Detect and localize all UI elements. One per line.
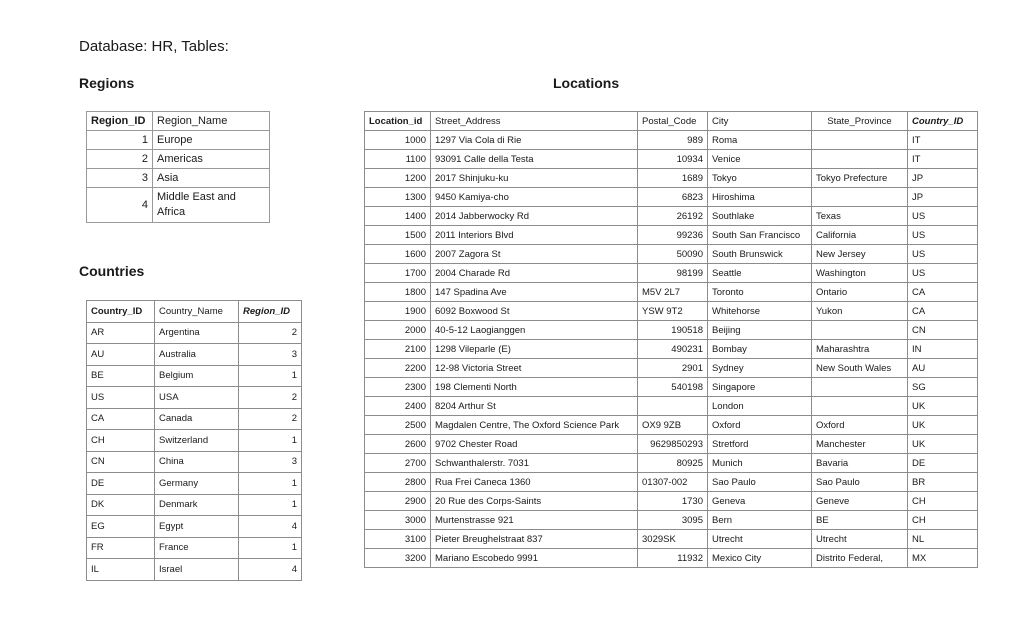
postal-code-cell: 1730: [638, 492, 708, 511]
header-location-id: Location_id: [365, 112, 431, 131]
countries-table: [86, 300, 302, 581]
region-name-cell: Asia: [153, 169, 270, 188]
header-city: City: [708, 112, 812, 131]
country-id-cell: US: [87, 387, 155, 409]
country-id-cell: CA: [87, 408, 155, 430]
table-row: [365, 435, 978, 454]
table-row: [365, 454, 978, 473]
state-province-cell: California: [812, 226, 908, 245]
country-id-cell: US: [908, 245, 978, 264]
table-row: [365, 131, 978, 150]
location-id-cell: 2700: [365, 454, 431, 473]
location-id-cell: 2500: [365, 416, 431, 435]
postal-code-cell: 9629850293: [638, 435, 708, 454]
city-cell: Seattle: [708, 264, 812, 283]
country-id-cell: DK: [87, 494, 155, 516]
page-title: Database: HR, Tables:: [79, 38, 229, 55]
state-province-cell: Texas: [812, 207, 908, 226]
state-province-cell: Geneve: [812, 492, 908, 511]
street-address-cell: 198 Clementi North: [431, 378, 638, 397]
table-row: [365, 511, 978, 530]
city-cell: Bombay: [708, 340, 812, 359]
region-name-cell: Americas: [153, 150, 270, 169]
street-address-cell: 40-5-12 Laogianggen: [431, 321, 638, 340]
postal-code-cell: 50090: [638, 245, 708, 264]
table-header-row: [365, 112, 978, 131]
location-id-cell: 1300: [365, 188, 431, 207]
postal-code-cell: 6823: [638, 188, 708, 207]
postal-code-cell: OX9 9ZB: [638, 416, 708, 435]
country-id-cell: CH: [908, 492, 978, 511]
street-address-cell: 9450 Kamiya-cho: [431, 188, 638, 207]
country-id-cell: DE: [87, 473, 155, 495]
location-id-cell: 1400: [365, 207, 431, 226]
table-row: [365, 283, 978, 302]
table-row: [365, 359, 978, 378]
city-cell: Bern: [708, 511, 812, 530]
countries-heading: Countries: [79, 263, 145, 279]
table-row: [87, 494, 302, 516]
postal-code-cell: M5V 2L7: [638, 283, 708, 302]
country-id-cell: AU: [908, 359, 978, 378]
header-postal-code: Postal_Code: [638, 112, 708, 131]
city-cell: Tokyo: [708, 169, 812, 188]
region-id-cell: 1: [239, 365, 302, 387]
state-province-cell: [812, 321, 908, 340]
street-address-cell: 9702 Chester Road: [431, 435, 638, 454]
table-row: [365, 188, 978, 207]
location-id-cell: 2100: [365, 340, 431, 359]
region-id-cell: 3: [87, 169, 153, 188]
location-id-cell: 3200: [365, 549, 431, 568]
postal-code-cell: YSW 9T2: [638, 302, 708, 321]
state-province-cell: [812, 397, 908, 416]
country-name-cell: Egypt: [155, 516, 239, 538]
location-id-cell: 1600: [365, 245, 431, 264]
street-address-cell: 2017 Shinjuku-ku: [431, 169, 638, 188]
country-id-cell: SG: [908, 378, 978, 397]
table-row: [87, 559, 302, 581]
country-id-cell: IN: [908, 340, 978, 359]
country-id-cell: US: [908, 207, 978, 226]
header-country-id: Country_ID: [87, 301, 155, 323]
country-id-cell: CN: [908, 321, 978, 340]
region-id-cell: 1: [239, 430, 302, 452]
state-province-cell: Manchester: [812, 435, 908, 454]
street-address-cell: 2004 Charade Rd: [431, 264, 638, 283]
street-address-cell: 93091 Calle della Testa: [431, 150, 638, 169]
postal-code-cell: 2901: [638, 359, 708, 378]
region-id-cell: 1: [239, 494, 302, 516]
location-id-cell: 3100: [365, 530, 431, 549]
table-row: [365, 492, 978, 511]
table-row: [87, 169, 270, 188]
country-id-cell: IT: [908, 131, 978, 150]
city-cell: Whitehorse: [708, 302, 812, 321]
table-row: [87, 430, 302, 452]
table-row: [365, 169, 978, 188]
street-address-cell: 2007 Zagora St: [431, 245, 638, 264]
region-id-cell: 3: [239, 451, 302, 473]
table-row: [365, 416, 978, 435]
state-province-cell: [812, 150, 908, 169]
state-province-cell: Bavaria: [812, 454, 908, 473]
location-id-cell: 1700: [365, 264, 431, 283]
city-cell: Stretford: [708, 435, 812, 454]
country-name-cell: Australia: [155, 344, 239, 366]
location-id-cell: 1000: [365, 131, 431, 150]
table-row: [365, 473, 978, 492]
country-name-cell: Canada: [155, 408, 239, 430]
location-id-cell: 2800: [365, 473, 431, 492]
region-id-cell: 1: [87, 131, 153, 150]
country-name-cell: Belgium: [155, 365, 239, 387]
table-row: [365, 150, 978, 169]
region-id-cell: 2: [239, 408, 302, 430]
country-id-cell: US: [908, 264, 978, 283]
city-cell: Oxford: [708, 416, 812, 435]
table-row: [87, 537, 302, 559]
region-id-cell: 4: [239, 516, 302, 538]
state-province-cell: Maharashtra: [812, 340, 908, 359]
country-id-cell: DE: [908, 454, 978, 473]
regions-table: [86, 111, 270, 223]
state-province-cell: Utrecht: [812, 530, 908, 549]
region-id-cell: 4: [87, 188, 153, 223]
city-cell: Southlake: [708, 207, 812, 226]
city-cell: South San Francisco: [708, 226, 812, 245]
street-address-cell: Rua Frei Caneca 1360: [431, 473, 638, 492]
postal-code-cell: 80925: [638, 454, 708, 473]
table-row: [365, 226, 978, 245]
region-id-cell: 2: [239, 387, 302, 409]
table-row: [365, 302, 978, 321]
table-row: [365, 207, 978, 226]
country-id-cell: JP: [908, 169, 978, 188]
country-id-cell: IL: [87, 559, 155, 581]
table-row: [365, 378, 978, 397]
city-cell: Geneva: [708, 492, 812, 511]
country-id-cell: MX: [908, 549, 978, 568]
street-address-cell: Magdalen Centre, The Oxford Science Park: [431, 416, 638, 435]
header-region-id: Region_ID: [87, 112, 153, 131]
location-id-cell: 2400: [365, 397, 431, 416]
state-province-cell: Oxford: [812, 416, 908, 435]
city-cell: Venice: [708, 150, 812, 169]
city-cell: Roma: [708, 131, 812, 150]
table-row: [87, 188, 270, 223]
country-name-cell: China: [155, 451, 239, 473]
header-country-id: Country_ID: [908, 112, 978, 131]
country-name-cell: Israel: [155, 559, 239, 581]
region-id-cell: 4: [239, 559, 302, 581]
country-id-cell: IT: [908, 150, 978, 169]
postal-code-cell: 10934: [638, 150, 708, 169]
table-row: [365, 549, 978, 568]
country-id-cell: BR: [908, 473, 978, 492]
table-row: [87, 131, 270, 150]
street-address-cell: 1297 Via Cola di Rie: [431, 131, 638, 150]
street-address-cell: 147 Spadina Ave: [431, 283, 638, 302]
state-province-cell: Tokyo Prefecture: [812, 169, 908, 188]
location-id-cell: 2000: [365, 321, 431, 340]
street-address-cell: Pieter Breughelstraat 837: [431, 530, 638, 549]
postal-code-cell: 3029SK: [638, 530, 708, 549]
country-id-cell: JP: [908, 188, 978, 207]
locations-table: [364, 111, 978, 568]
table-header-row: [87, 112, 270, 131]
location-id-cell: 1500: [365, 226, 431, 245]
location-id-cell: 1800: [365, 283, 431, 302]
country-name-cell: Switzerland: [155, 430, 239, 452]
table-row: [87, 344, 302, 366]
street-address-cell: 12-98 Victoria Street: [431, 359, 638, 378]
city-cell: Sydney: [708, 359, 812, 378]
postal-code-cell: 26192: [638, 207, 708, 226]
country-id-cell: CH: [908, 511, 978, 530]
country-id-cell: AR: [87, 322, 155, 344]
table-row: [87, 473, 302, 495]
table-row: [87, 150, 270, 169]
country-name-cell: USA: [155, 387, 239, 409]
city-cell: Hiroshima: [708, 188, 812, 207]
header-region-name: Region_Name: [153, 112, 270, 131]
region-id-cell: 2: [87, 150, 153, 169]
country-name-cell: France: [155, 537, 239, 559]
state-province-cell: [812, 378, 908, 397]
state-province-cell: New Jersey: [812, 245, 908, 264]
country-id-cell: EG: [87, 516, 155, 538]
country-id-cell: FR: [87, 537, 155, 559]
postal-code-cell: 01307-002: [638, 473, 708, 492]
location-id-cell: 2600: [365, 435, 431, 454]
state-province-cell: [812, 188, 908, 207]
header-state-province: State_Province: [812, 112, 908, 131]
postal-code-cell: 11932: [638, 549, 708, 568]
city-cell: London: [708, 397, 812, 416]
state-province-cell: Yukon: [812, 302, 908, 321]
table-row: [365, 245, 978, 264]
postal-code-cell: 1689: [638, 169, 708, 188]
city-cell: Sao Paulo: [708, 473, 812, 492]
street-address-cell: Schwanthalerstr. 7031: [431, 454, 638, 473]
region-id-cell: 3: [239, 344, 302, 366]
table-row: [365, 340, 978, 359]
location-id-cell: 2200: [365, 359, 431, 378]
country-id-cell: NL: [908, 530, 978, 549]
table-row: [87, 365, 302, 387]
locations-heading: Locations: [553, 75, 620, 91]
state-province-cell: Sao Paulo: [812, 473, 908, 492]
street-address-cell: 1298 Vileparle (E): [431, 340, 638, 359]
table-row: [87, 451, 302, 473]
location-id-cell: 1200: [365, 169, 431, 188]
location-id-cell: 2900: [365, 492, 431, 511]
street-address-cell: 6092 Boxwood St: [431, 302, 638, 321]
state-province-cell: Washington: [812, 264, 908, 283]
table-row: [87, 322, 302, 344]
postal-code-cell: 490231: [638, 340, 708, 359]
postal-code-cell: 540198: [638, 378, 708, 397]
table-row: [87, 516, 302, 538]
postal-code-cell: 3095: [638, 511, 708, 530]
table-row: [365, 530, 978, 549]
table-header-row: [87, 301, 302, 323]
state-province-cell: New South Wales: [812, 359, 908, 378]
state-province-cell: BE: [812, 511, 908, 530]
city-cell: Beijing: [708, 321, 812, 340]
country-id-cell: BE: [87, 365, 155, 387]
city-cell: South Brunswick: [708, 245, 812, 264]
region-id-cell: 1: [239, 473, 302, 495]
country-id-cell: CH: [87, 430, 155, 452]
location-id-cell: 1900: [365, 302, 431, 321]
city-cell: Toronto: [708, 283, 812, 302]
city-cell: Utrecht: [708, 530, 812, 549]
header-street-address: Street_Address: [431, 112, 638, 131]
header-country-name: Country_Name: [155, 301, 239, 323]
table-row: [365, 321, 978, 340]
header-region-id: Region_ID: [239, 301, 302, 323]
country-name-cell: Argentina: [155, 322, 239, 344]
regions-heading: Regions: [79, 75, 135, 91]
table-row: [365, 264, 978, 283]
region-name-cell: Europe: [153, 131, 270, 150]
country-id-cell: US: [908, 226, 978, 245]
street-address-cell: 8204 Arthur St: [431, 397, 638, 416]
city-cell: Mexico City: [708, 549, 812, 568]
table-row: [365, 397, 978, 416]
location-id-cell: 3000: [365, 511, 431, 530]
region-id-cell: 2: [239, 322, 302, 344]
location-id-cell: 1100: [365, 150, 431, 169]
region-id-cell: 1: [239, 537, 302, 559]
location-id-cell: 2300: [365, 378, 431, 397]
country-id-cell: UK: [908, 435, 978, 454]
street-address-cell: Murtenstrasse 921: [431, 511, 638, 530]
postal-code-cell: 99236: [638, 226, 708, 245]
table-row: [87, 387, 302, 409]
postal-code-cell: 989: [638, 131, 708, 150]
city-cell: Singapore: [708, 378, 812, 397]
street-address-cell: 2011 Interiors Blvd: [431, 226, 638, 245]
street-address-cell: Mariano Escobedo 9991: [431, 549, 638, 568]
postal-code-cell: 190518: [638, 321, 708, 340]
country-id-cell: CA: [908, 283, 978, 302]
postal-code-cell: 98199: [638, 264, 708, 283]
country-id-cell: UK: [908, 416, 978, 435]
region-name-cell: Middle East and Africa: [153, 188, 270, 223]
table-row: [87, 408, 302, 430]
state-province-cell: [812, 131, 908, 150]
state-province-cell: Ontario: [812, 283, 908, 302]
postal-code-cell: [638, 397, 708, 416]
country-id-cell: CA: [908, 302, 978, 321]
state-province-cell: Distrito Federal,: [812, 549, 908, 568]
country-id-cell: AU: [87, 344, 155, 366]
city-cell: Munich: [708, 454, 812, 473]
country-name-cell: Denmark: [155, 494, 239, 516]
street-address-cell: 20 Rue des Corps-Saints: [431, 492, 638, 511]
country-id-cell: CN: [87, 451, 155, 473]
street-address-cell: 2014 Jabberwocky Rd: [431, 207, 638, 226]
country-id-cell: UK: [908, 397, 978, 416]
country-name-cell: Germany: [155, 473, 239, 495]
